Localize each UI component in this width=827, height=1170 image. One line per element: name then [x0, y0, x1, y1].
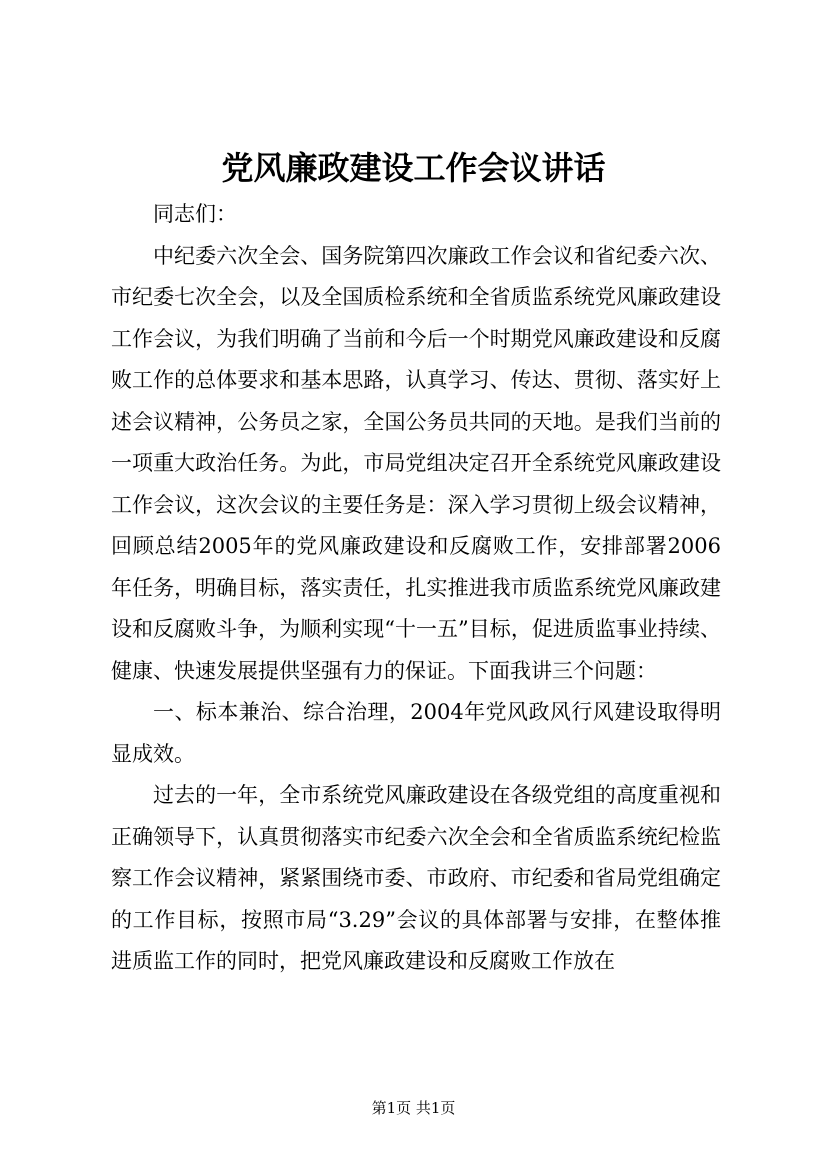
- paragraph-review: 过去的一年，全市系统党风廉政建设在各级党组的高度重视和正确领导下，认真贯彻落实市纪委六次全会和全省质监系统纪检监察工作会议精神，紧紧围绕市委、市政府、市纪委和省局党组确定的工作目标，按照市局“3.29”会议的具体部署与安排，在整体推进质监工作的同时，把党风廉政建设和反腐败工作放在: [111, 783, 721, 973]
- document-body: [111, 194, 721, 983]
- paragraph-intro: 中纪委六次全会、国务院第四次廉政工作会议和省纪委六次、市纪委七次全会，以及全国质检系统和全省质监系统党风廉政建设工作会议，为我们明确了当前和今后一个时期党风廉政建设和反腐败工作的总体要求和基本思路，认真学习、传达、贯彻、落实好上述会议精神，公务员之家，全国公务员共同的天地。是我们当前的一项重大政治任务。为此，市局党组决定召开全系统党风廉政建设工作会议，这次会议的主要任务是：深入学习贯彻上级会议精神，回顾总结2005年的党风廉政建设和反腐败工作，安排部署2006年任务，明确目标，落实责任，扎实推进我市质监系统党风廉政建设和反腐败斗争，为顺利实现“十一五”目标，促进质监事业持续、健康、快速发展提供坚强有力的保证。下面我讲三个问题：: [111, 243, 721, 683]
- paragraph-salutation: 同志们：: [153, 202, 237, 226]
- document-title: 党风廉政建设工作会议讲话: [221, 149, 606, 187]
- page-footer: 第1页 共1页: [371, 1099, 456, 1117]
- paragraph-section-heading: 一、标本兼治、综合治理，2004年党风政风行风建设取得明显成效。: [111, 700, 721, 766]
